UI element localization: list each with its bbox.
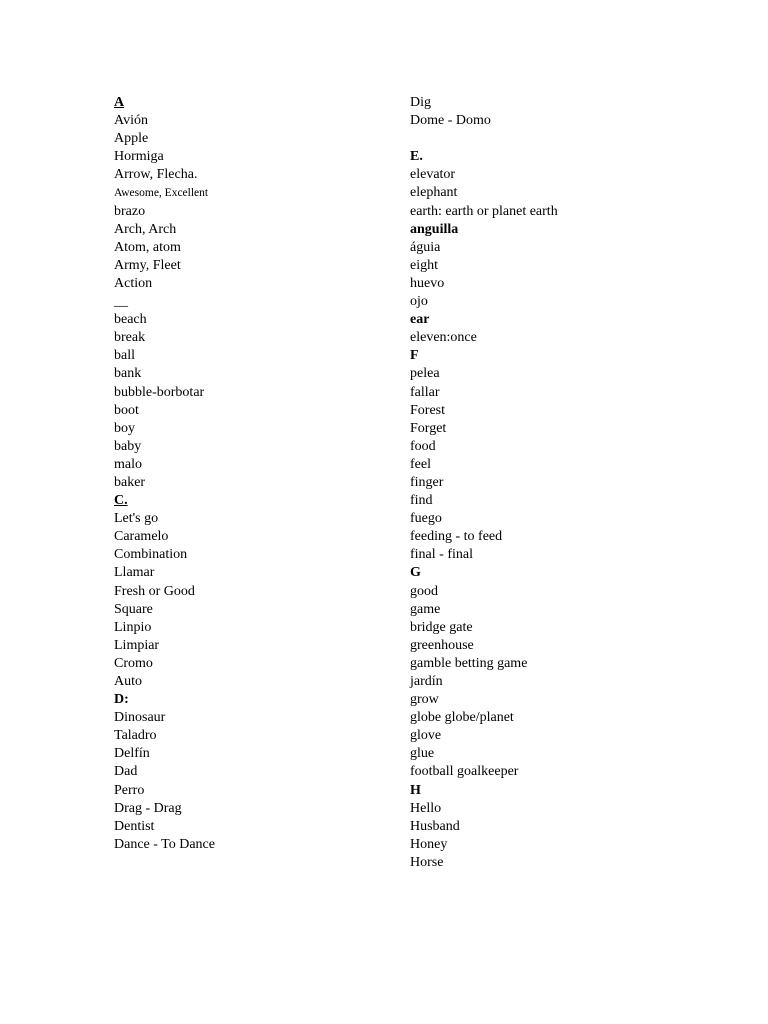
word-entry: globe globe/planet: [410, 710, 514, 726]
word-entry: Honey: [410, 836, 448, 852]
word-entry: Awesome, Excellent: [114, 187, 209, 200]
word-entry: good: [410, 583, 438, 599]
section-heading: C.: [114, 493, 128, 509]
word-entry: Horse: [410, 854, 444, 870]
word-entry: Hormiga: [114, 149, 164, 165]
word-entry: Square: [114, 601, 153, 617]
word-entry: baker: [114, 474, 146, 490]
word-entry: elevator: [410, 167, 456, 183]
word-entry: Llamar: [114, 565, 155, 581]
word-entry: Arrow, Flecha.: [114, 167, 198, 183]
section-heading: F: [410, 348, 419, 364]
word-entry: Avión: [114, 113, 148, 129]
word-entry: boy: [114, 420, 135, 436]
word-entry: Dentist: [114, 818, 155, 834]
word-entry: glove: [410, 728, 442, 744]
word-entry: beach: [114, 312, 147, 328]
word-entry: ball: [114, 348, 135, 364]
word-entry: greenhouse: [410, 637, 474, 653]
word-entry: Atom, atom: [114, 239, 181, 255]
word-entry: Dinosaur: [114, 710, 166, 726]
word-entry: pelea: [410, 366, 440, 382]
word-entry: bank: [114, 366, 142, 382]
word-entry: Arch, Arch: [114, 221, 177, 237]
word-entry: food: [410, 438, 436, 454]
word-entry: find: [410, 493, 433, 509]
word-entry: feel: [410, 456, 431, 472]
word-entry: Limpiar: [114, 637, 160, 653]
word-entry: football goalkeeper: [410, 764, 519, 780]
section-heading: ear: [410, 312, 430, 328]
word-entry: glue: [410, 746, 435, 762]
word-entry: Cromo: [114, 655, 153, 671]
word-entry: Apple: [114, 131, 149, 147]
word-entry: Forget: [410, 420, 447, 436]
word-entry: bubble-borbotar: [114, 384, 205, 400]
word-entry: Hello: [410, 800, 442, 816]
word-entry: jardín: [410, 674, 443, 689]
word-entry: gamble betting game: [410, 655, 528, 671]
section-heading: G: [410, 565, 421, 581]
word-entry: Drag - Drag: [114, 800, 182, 816]
word-entry: Linpio: [114, 619, 152, 635]
word-entry: ojo: [410, 294, 428, 310]
word-entry: Taladro: [114, 728, 157, 744]
section-heading: D:: [114, 692, 129, 708]
word-entry: Action: [114, 275, 153, 291]
left-word-column: [114, 94, 384, 854]
word-entry: feeding - to feed: [410, 529, 503, 545]
word-entry: final - final: [410, 547, 473, 563]
word-entry: fallar: [410, 384, 440, 400]
word-entry: Caramelo: [114, 529, 169, 545]
word-entry: Auto: [114, 674, 142, 689]
word-entry: game: [410, 601, 441, 617]
word-entry: Perro: [114, 782, 145, 798]
word-entry: Delfín: [114, 746, 150, 762]
word-entry: break: [114, 330, 146, 346]
word-entry: Dance - To Dance: [114, 836, 215, 852]
word-entry: elephant: [410, 185, 458, 201]
word-entry: baby: [114, 438, 142, 454]
word-entry: huevo: [410, 275, 445, 291]
word-entry: Forest: [410, 402, 445, 418]
word-entry: Dome - Domo: [410, 113, 491, 129]
word-entry: águia: [410, 239, 441, 255]
word-entry: grow: [410, 692, 439, 708]
word-entry: Combination: [114, 547, 188, 563]
word-entry: Army, Fleet: [114, 257, 181, 273]
word-entry: eight: [410, 257, 438, 273]
word-entry: fuego: [410, 511, 442, 527]
word-entry: Dad: [114, 764, 138, 780]
section-heading: anguilla: [410, 221, 459, 237]
word-entry: __: [114, 294, 128, 310]
blank-line: [410, 130, 710, 148]
word-entry: malo: [114, 456, 142, 472]
word-entry: bridge gate: [410, 619, 473, 635]
word-entry: Husband: [410, 818, 460, 834]
word-entry: Let's go: [114, 511, 159, 527]
right-word-column: [410, 94, 710, 872]
section-heading: E.: [410, 149, 423, 165]
word-entry: earth: earth or planet earth: [410, 203, 558, 219]
word-entry: eleven:once: [410, 330, 477, 346]
section-heading: H: [410, 782, 421, 798]
word-entry: finger: [410, 474, 444, 490]
word-entry: Fresh or Good: [114, 583, 195, 599]
word-entry: brazo: [114, 203, 146, 219]
section-heading: A: [114, 95, 125, 110]
word-entry: Dig: [410, 95, 431, 110]
word-entry: boot: [114, 402, 139, 418]
